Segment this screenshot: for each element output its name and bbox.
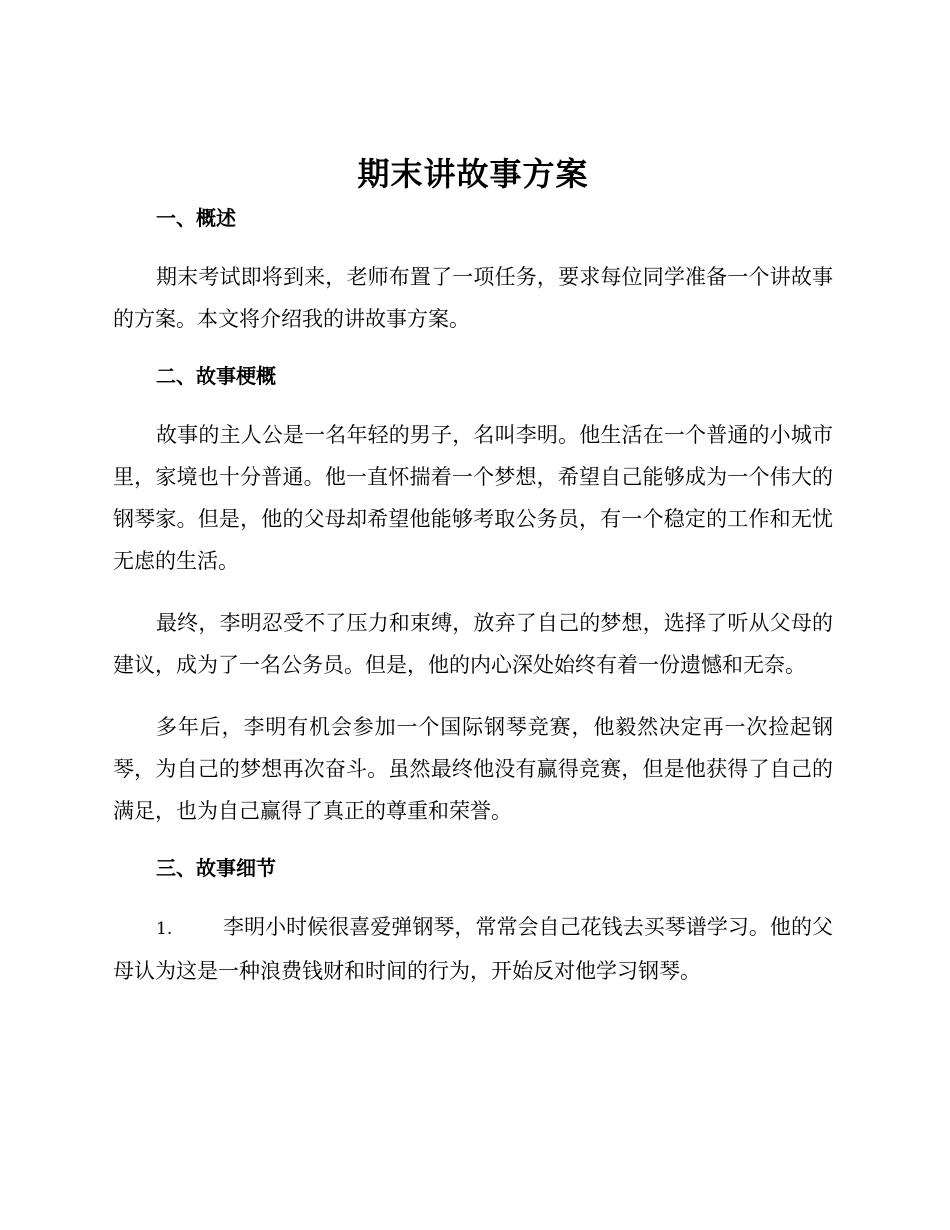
overview-paragraph: 期末考试即将到来，老师布置了一项任务，要求每位同学准备一个讲故事的方案。本文将介绍我的讲故事方案。	[113, 265, 833, 331]
synopsis-paragraph-1: 故事的主人公是一名年轻的男子，名叫李明。他生活在一个普通的小城市里，家境也十分普通。他一直怀揣着一个梦想，希望自己能够成为一个伟大的钢琴家。但是，他的父母却希望他能够考取公务员，有一个稳定的工作和无忧无虑的生活。	[113, 423, 833, 573]
details-list-item	[113, 906, 833, 992]
section-heading-synopsis: 二、故事梗概	[156, 364, 276, 388]
synopsis-paragraph-2: 最终，李明忍受不了压力和束缚，放弃了自己的梦想，选择了听从父母的建议，成为了一名公务员。但是，他的内心深处始终有着一份遗憾和无奈。	[113, 611, 833, 677]
synopsis-paragraph-3: 多年后，李明有机会参加一个国际钢琴竞赛，他毅然决定再一次捡起钢琴，为自己的梦想再次奋斗。虽然最终他没有赢得竞赛，但是他获得了自己的满足，也为自己赢得了真正的尊重和荣誉。	[113, 715, 833, 823]
document-title: 期末讲故事方案	[357, 155, 589, 193]
document-page	[113, 150, 833, 992]
section-heading-overview: 一、概述	[156, 206, 236, 230]
list-item-number: 1.	[156, 919, 173, 939]
section-heading-details: 三、故事细节	[156, 856, 276, 880]
list-item-text: 李明小时候很喜爱弹钢琴，常常会自己花钱去买琴谱学习。他的父母认为这是一种浪费钱财和时间的行为，开始反对他学习钢琴。	[113, 915, 833, 983]
